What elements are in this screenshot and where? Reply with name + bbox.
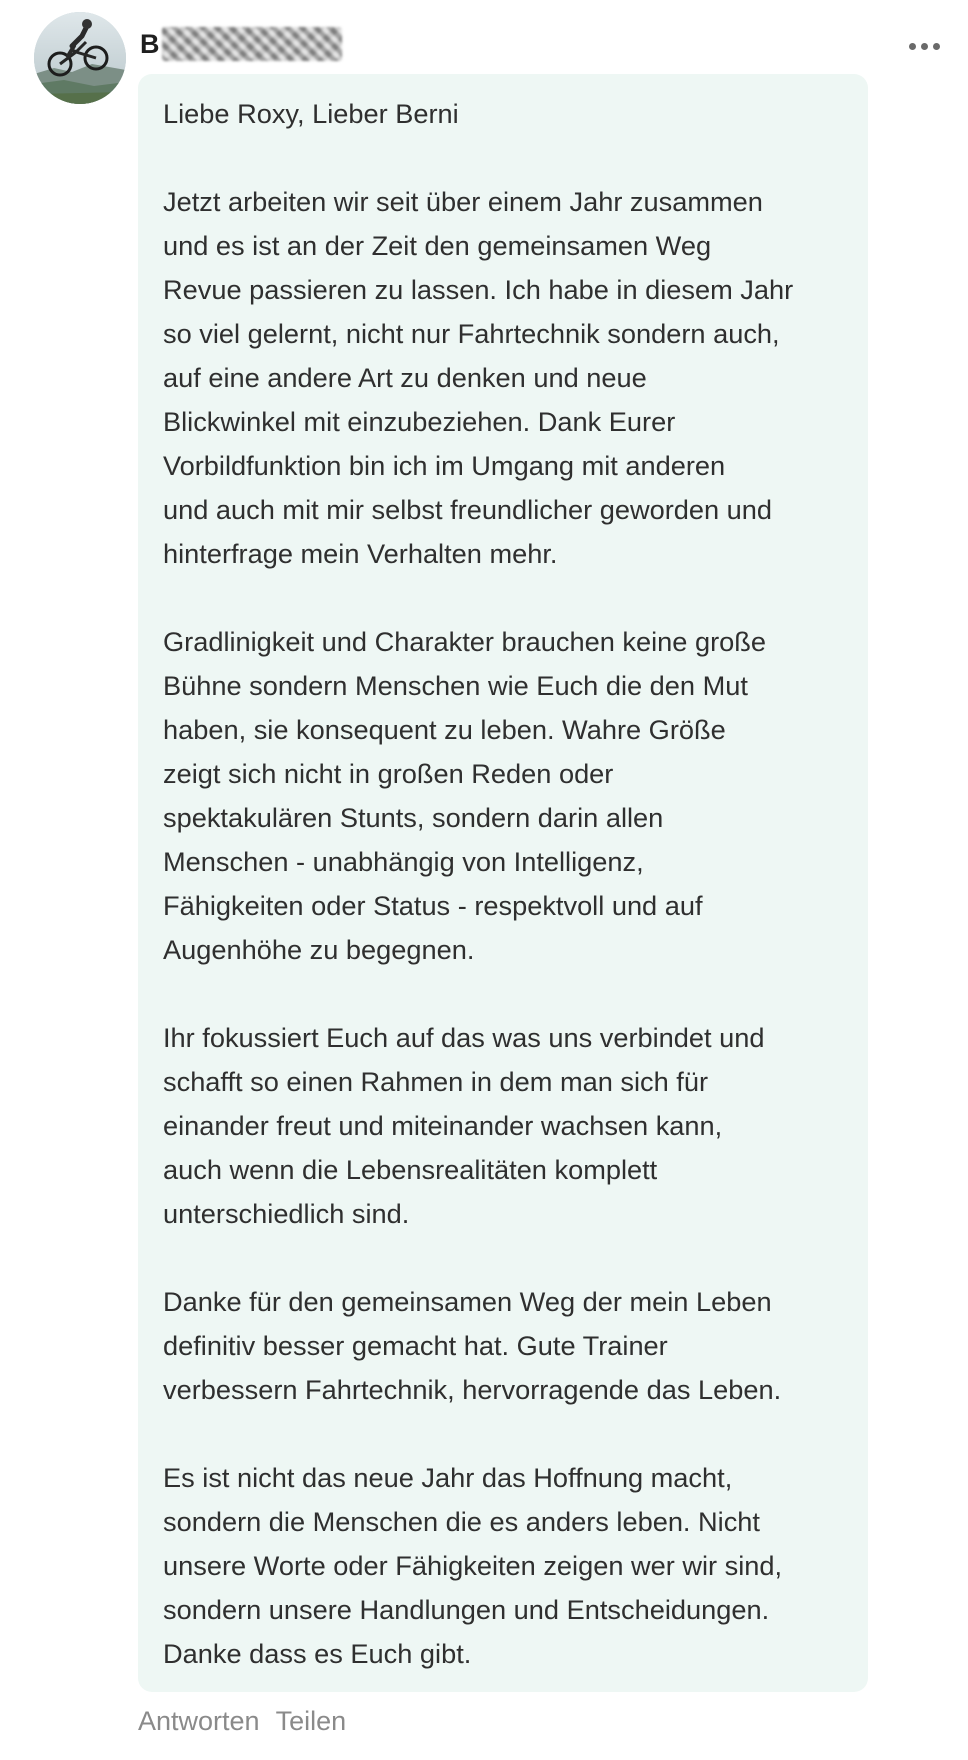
- mountain-bike-rider-avatar: [34, 12, 126, 104]
- author-initial: B: [140, 28, 160, 59]
- author-name[interactable]: [140, 26, 342, 62]
- comment-actions: [138, 1706, 346, 1737]
- comment-paragraph: Jetzt arbeiten wir seit über einem Jahr zusammen und es ist an der Zeit den gemeinsamen Weg Revue passieren zu lassen. Ich habe in diesem Jahr so viel gelernt, nicht nur Fahrtechnik sondern auch, auf eine andere Art zu denken und neue Blickwinkel mit einzubeziehen. Dank Eurer Vorbildfunktion bin ich im Umgang mit anderen und auch mit mir selbst freundlicher geworden und hinterfrage mein Verhalten mehr.: [163, 186, 794, 569]
- more-horizontal-icon: [909, 43, 940, 50]
- share-button[interactable]: Teilen: [275, 1706, 347, 1736]
- comment-paragraph: Gradlinigkeit und Charakter brauchen keine große Bühne sondern Menschen wie Euch die den Mut haben, sie konsequent zu leben. Wahre Größe zeigt sich nicht in großen Reden oder spektakulären Stunts, sondern darin allen Menschen - unabhängig von Intelligenz, Fähigkeiten oder Status - respektvoll und auf Augenhöhe zu begegnen.: [163, 626, 766, 965]
- comment-paragraph: Danke für den gemeinsamen Weg der mein Leben definitiv besser gemacht hat. Gute Trainer verbessern Fahrtechnik, hervorragende das Leben.: [163, 1286, 782, 1405]
- more-options-button[interactable]: [904, 28, 944, 64]
- reply-button[interactable]: Antworten: [138, 1706, 260, 1736]
- comment-paragraph: Liebe Roxy, Lieber Berni: [163, 98, 459, 129]
- avatar[interactable]: [34, 12, 126, 104]
- comment-bubble: [138, 74, 868, 1692]
- comment-paragraph: Es ist nicht das neue Jahr das Hoffnung macht, sondern die Menschen die es anders leben. Nicht unsere Worte oder Fähigkeiten zeigen wer wir sind, sondern unsere Handlungen und Entscheidungen. Danke dass es Euch gibt.: [163, 1462, 783, 1669]
- comment-paragraph: Ihr fokussiert Euch auf das was uns verbindet und schafft so einen Rahmen in dem man sich für einander freut und miteinander wachsen kann, auch wenn die Lebensrealitäten komplett unterschiedlich sind.: [163, 1022, 765, 1229]
- author-name-redacted: [162, 27, 342, 61]
